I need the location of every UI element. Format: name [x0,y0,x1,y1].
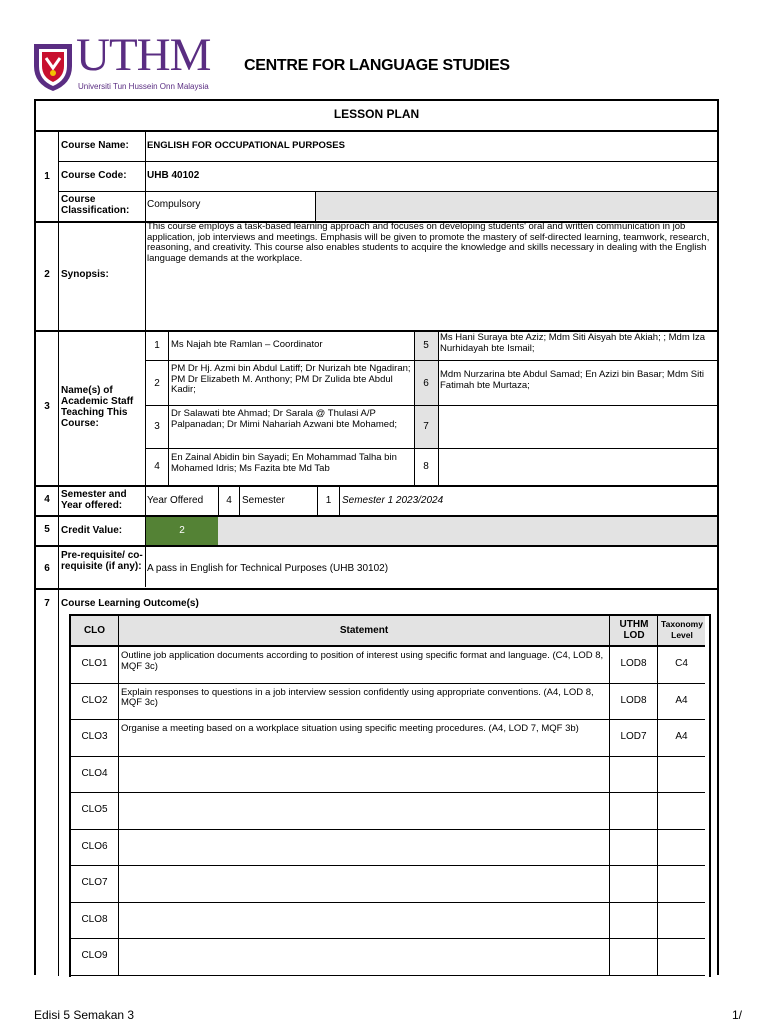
centre-title: CENTRE FOR LANGUAGE STUDIES [244,57,510,74]
clo-code: CLO1 [81,658,108,669]
course-classification-label: Course Classification: [61,194,130,216]
course-code-label: Course Code: [61,170,127,181]
semester-label: Semester and Year offered: [61,489,127,511]
year-offered-value: 4 [226,495,232,506]
staff-number: 6 [423,378,429,389]
clo-statement: Outline job application documents according to position of interest using specific format and language. (C4, LOD 8, MQF 3c) [121,650,604,672]
staff-number: 8 [423,461,429,472]
staff-name: Ms Hani Suraya bte Aziz; Mdm Siti Aisyah bte Akiah; ; Mdm Iza Nurhidayah bte Ismail; [440,332,706,354]
clo-taxonomy: C4 [675,658,688,669]
taxonomy-header: Taxonomy Level [661,619,703,640]
footer-edition: Edisi 5 Semakan 3 [34,1008,135,1022]
lod-header: UTHM LOD [619,619,649,641]
clo-lod: LOD8 [620,658,647,669]
footer-page: 1/ [732,1008,743,1022]
uthm-logo [32,29,217,98]
clo-code: CLO6 [81,840,108,852]
clo-taxonomy: A4 [675,694,688,706]
course-name-value: ENGLISH FOR OCCUPATIONAL PURPOSES [147,140,345,151]
staff-name: PM Dr Hj. Azmi bin Abdul Latiff; Dr Nurizah bte Ngadiran; PM Dr Elizabeth M. Anthony; PM Dr Zulida bte Abdul Kadir; [171,363,411,395]
staff-number: 7 [423,421,429,432]
year-offered-label: Year Offered [147,495,204,506]
clo-taxonomy: A4 [675,731,688,742]
synopsis-label: Synopsis: [61,269,109,280]
clo-lod: LOD7 [620,731,647,742]
row-number: 7 [44,598,50,609]
lesson-plan-title: LESSON PLAN [333,107,420,121]
staff-number: 5 [423,340,429,351]
staff-name: Dr Salawati bte Ahmad; Dr Sarala @ Thulasi A/P Palpanadan; Dr Mimi Nahariah Azwani bte Mohamed; [171,408,398,430]
clo-code: CLO5 [81,804,108,815]
course-name-label: Course Name: [61,140,129,151]
clo-table [69,614,711,977]
credit-value: 2 [179,525,185,536]
clo-code: CLO8 [81,913,108,925]
credit-label: Credit Value: [61,525,123,536]
row-number: 1 [44,171,50,182]
statement-header: Statement [339,625,389,636]
row-number: 5 [44,524,50,535]
staff-number: 3 [154,421,160,432]
clo-code: CLO7 [81,877,108,888]
semester-text: Semester 1 2023/2024 [342,495,444,506]
course-code-value: UHB 40102 [147,170,200,181]
staff-label: Name(s) of Academic Staff Teaching This Course: [61,385,134,429]
semester-sub-label: Semester [242,495,285,506]
staff-name: En Zainal Abidin bin Sayadi; En Mohammad Talha bin Mohamed Idris; Ms Fazita bte Md Tab [171,452,397,474]
staff-number: 2 [154,378,160,389]
logo-wordmark: UTHM [76,29,211,81]
synopsis-text: This course employs a task-based learning approach and focuses on developing students' oral and written communication in job application, job interviews and meetings. Emphasis will be given to promote the mastery of self-directed learning, teamwork, research, reasoning, and creativity. This course also enables students to acquire the knowledge and skills necessary in dealing with the English language demands at the workplace. [147,221,710,264]
course-classification-value: Compulsory [147,199,201,210]
logo-subtitle: Universiti Tun Hussein Onn Malaysia [78,82,209,91]
row-number: 3 [44,401,50,412]
clo-code: CLO4 [81,767,108,779]
prereq-value: A pass in English for Technical Purposes (UHB 30102) [147,563,389,574]
clo-section-label: Course Learning Outcome(s) [61,598,199,609]
staff-name: Mdm Nurzarina bte Abdul Samad; En Azizi bin Basar; Mdm Siti Fatimah bte Murtaza; [440,369,705,391]
clo-lod: LOD8 [620,694,647,706]
clo-header: CLO [83,625,106,636]
prereq-label: Pre-requisite/ co-requisite (if any): [61,550,143,572]
clo-code: CLO2 [81,694,108,706]
staff-number: 1 [154,340,160,351]
staff-name: Ms Najah bte Ramlan – Coordinator [171,339,323,350]
row-number: 2 [44,269,50,280]
clo-statement: Explain responses to questions in a job interview session confidently using appropriate conventions. (A4, LOD 8, MQF 3c) [121,686,594,708]
row-number: 6 [44,563,50,574]
clo-statement: Organise a meeting based on a workplace situation using specific meeting procedures. (A4, LOD 7, MQF 3b) [121,723,579,734]
semester-value: 1 [325,495,332,506]
crest-icon [32,40,74,92]
row-number: 4 [44,494,50,505]
staff-number: 4 [154,461,160,472]
clo-code: CLO3 [81,731,108,742]
clo-code: CLO9 [81,950,108,961]
